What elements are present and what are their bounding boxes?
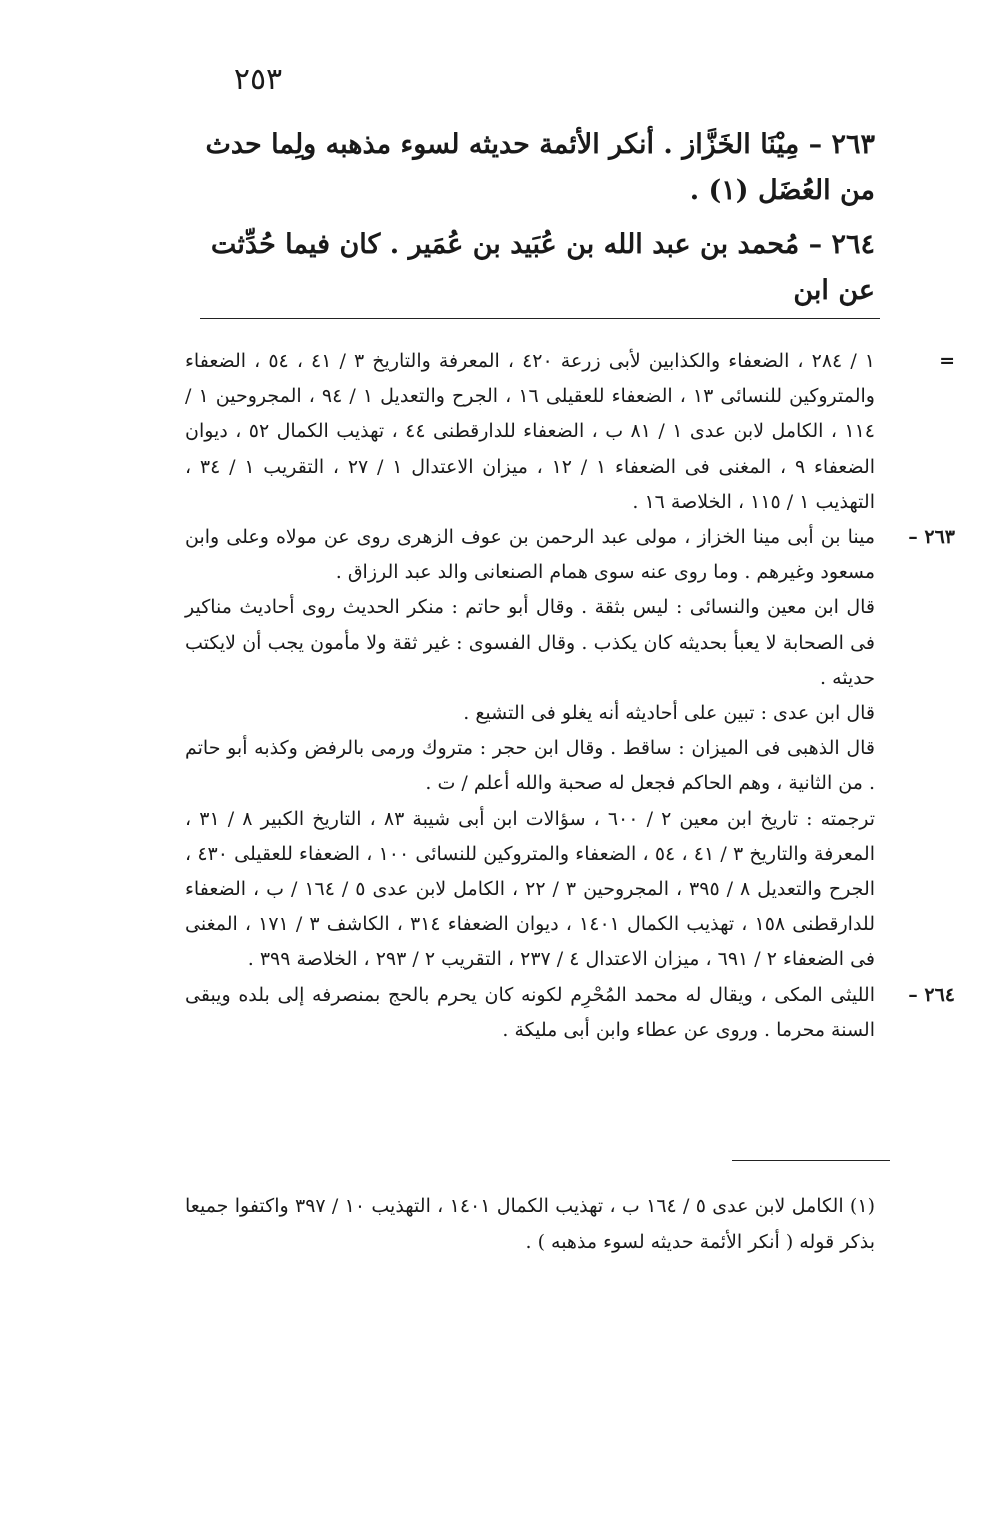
note-paragraph: قال ابن معين والنسائى : ليس بثقة . وقال أبو حاتم : منكر الحديث روى أحاديث مناكير فى الصحابة لا يعبأ بحديثه كان يكذب . وقال الفسوى : غير ثقة ولا مأمون يجب أن لايكتب حديثه . [185,596,875,689]
entry-text: – مُحمد بن عبد الله بن عُبَيد بن عُمَير . كان فيما حُدِّثت عن ابن [210,229,875,306]
note-paragraph: الليثى المكى ، ويقال له محمد المُحْرِم لكونه كان يحرم بالحج بمنصرفه إلى بلده ويبقى السنة محرما . وروى عن عطاء وابن أبى مليكة . [185,983,875,1041]
entry-marker: ٢٦٣ – [908,526,955,549]
section-divider [200,318,880,319]
continuation-marker: = [939,350,955,372]
notes-section [185,344,955,1048]
entry-number: ٢٦٤ [831,229,875,260]
note-continuation [185,344,955,520]
entry-marker: ٢٦٤ – [908,983,955,1006]
footnote: (١) الكامل لابن عدى ٥ / ١٦٤ ب ، تهذيب الكمال ١٤٠١ ، التهذيب ١٠ / ٣٩٧ واكتفوا جميعا بذكر قوله ( أنكر الأئمة حديثه لسوء مذهبه ) . [185,1195,875,1253]
page-number: ٢٥٣ [233,62,283,97]
main-entry-263 [185,122,875,214]
note-entry-263 [185,520,955,978]
note-paragraph: ١ / ٢٨٤ ، الضعفاء والكذابين لأبى زرعة ٤٢٠ ، المعرفة والتاريخ ٣ / ٤١ ، ٥٤ ، الضعفاء والمتروكين للنسائى ١٣ ، الضعفاء للعقيلى ١٦ ، الجرح والتعديل ١ / ٩٤ ، المجروحين ١ / ١١٤ ، الكامل لابن عدى ١ / ٨١ ب ، الضعفاء للدارقطنى ٤٤ ، تهذيب الكمال ٥٢ ، ديوان الضعفاء ٩ ، المغنى فى الضعفاء ١ / ١٢ ، ميزان الاعتدال ١ / ٢٧ ، التقريب ١ / ٣٤ ، التهذيب ١ / ١١٥ ، الخلاصة ١٦ . [185,350,876,513]
main-entry-264 [185,222,875,314]
note-entry-264 [185,978,955,1048]
footnote-divider [732,1160,890,1161]
entry-text: – مِيْنَا الخَزَّاز . أنكر الأئمة حديثه لسوء مذهبه ولِما حدث من العُضَل (١) . [205,129,875,206]
note-paragraph: ترجمته : تاريخ ابن معين ٢ / ٦٠٠ ، سؤالات ابن أبى شيبة ٨٣ ، التاريخ الكبير ٨ / ٣١ ، المعرفة والتاريخ ٣ / ٤١ ، ٥٤ ، الضعفاء والمتروكين للنسائى ١٠٠ ، الضعفاء للعقيلى ٤٣٠ ، الجرح والتعديل ٨ / ٣٩٥ ، المجروحين ٣ / ٢٢ ، الكامل لابن عدى ٥ / ١٦٤ / ب ، الضعفاء للدارقطنى ١٥٨ ، تهذيب الكمال ١٤٠١ ، ديوان الضعفاء ٣١٤ ، الكاشف ٣ / ١٧١ ، المغنى فى الضعفاء ٢ / ٦٩١ ، ميزان الاعتدال ٤ / ٢٣٧ ، التقريب ٢ / ٢٩٣ ، الخلاصة ٣٩٩ . [185,807,876,971]
entry-number: ٢٦٣ [831,129,875,160]
note-paragraph: مينا بن أبى مينا الخزاز ، مولى عبد الرحمن بن عوف الزهرى روى عن مولاه وعلى وابن مسعود وغيرهم . وما روى عنه سوى همام الصنعانى والد عبد الرزاق . [185,526,875,584]
note-paragraph: قال ابن عدى : تبين على أحاديثه أنه يغلو فى التشيع . [463,702,875,725]
note-paragraph: قال الذهبى فى الميزان : ساقط . وقال ابن حجر : متروك ورمى بالرفض وكذبه أبو حاتم . من الثانية ، وهم الحاكم فجعل له صحبة والله أعلم / ت . [185,737,875,795]
